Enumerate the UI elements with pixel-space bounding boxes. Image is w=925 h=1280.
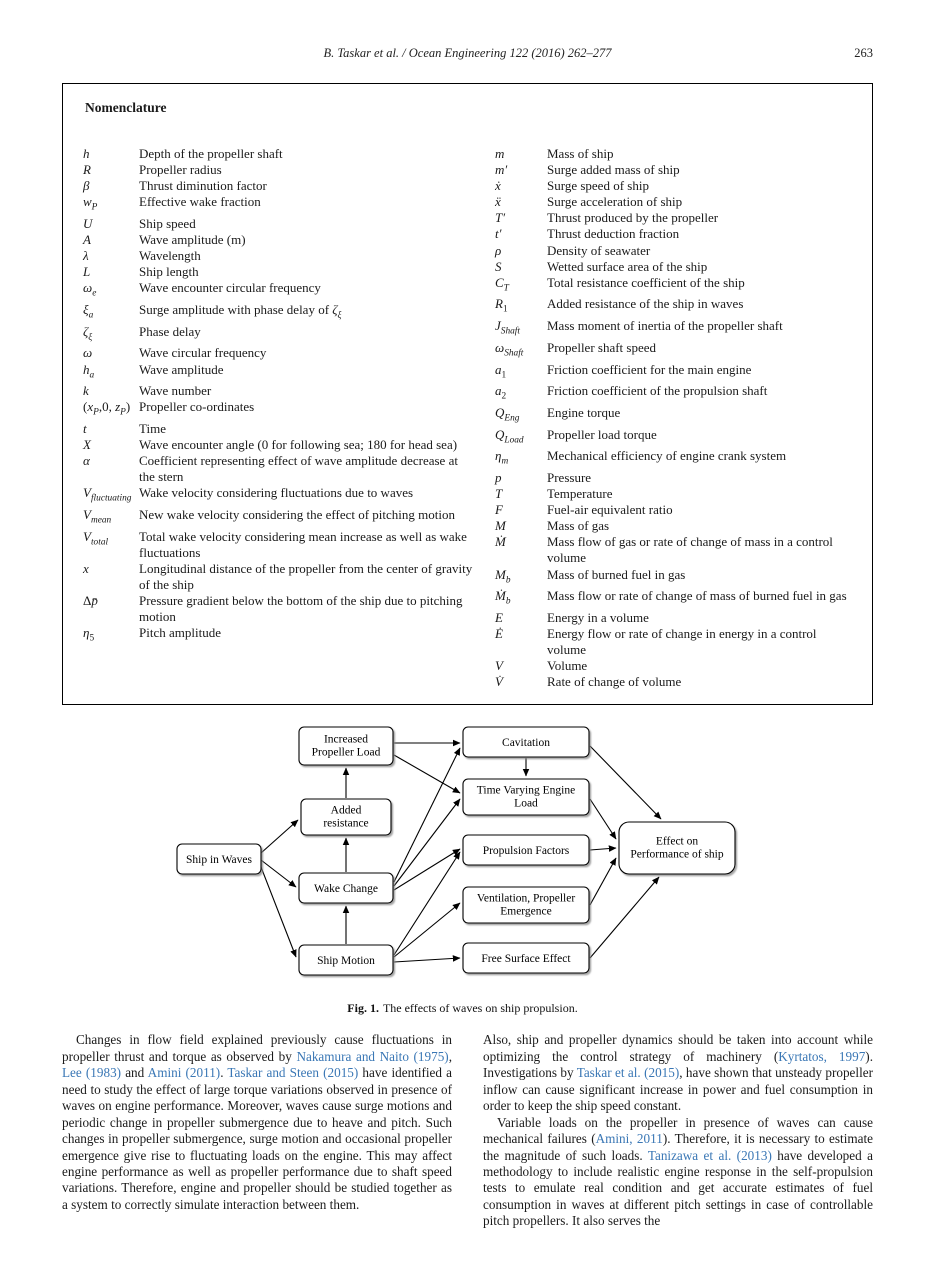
definition: Coefficient representing effect of wave amplitude decrease at the stern [139,453,458,485]
definition: Thrust produced by the propeller [547,210,719,226]
definition: New wake velocity considering the effect of pitching motion [139,507,455,523]
symbol: $C_T$ [495,274,509,294]
symbol: $M_b$ [495,566,511,586]
definition: Temperature [547,486,613,502]
nomenclature-column-left [83,146,475,690]
symbol: Ṁ [495,534,506,550]
symbol: F [495,502,503,518]
nomenclature-entry [83,280,475,302]
definition: Rate of change of volume [547,674,682,690]
citation-link[interactable]: Taskar et al. (2015) [576,1065,680,1081]
nomenclature-box [62,83,873,705]
symbol: T′ [495,210,506,226]
definition: Total wake velocity considering mean increase as well as wake fluctuations [139,528,467,560]
body-text-run: and [121,1065,148,1081]
nomenclature-entry [83,561,475,593]
citation-link[interactable]: Lee (1983) [62,1065,122,1081]
nomenclature-entry [495,470,852,486]
nomenclature-entry [83,232,475,248]
nomenclature-entry [495,567,852,589]
symbol: T [495,486,503,502]
label-ship-in-waves: Ship in Waves [185,854,252,867]
symbol: x [83,560,89,576]
label-ventilation-propeller-emergence: Ventilation, Propeller Emergence [476,892,575,918]
definition: Surge speed of ship [547,178,649,194]
definition: Mass of gas [547,518,610,534]
symbol: S [495,258,502,274]
nomenclature-entry [495,534,852,566]
symbol: $a_1$ [495,361,507,381]
figure-1-caption [0,1001,925,1016]
symbol: k [83,383,89,399]
symbol: $\omega_e$ [83,280,97,299]
definition: Wetted surface area of the ship [547,258,708,274]
definition: Volume [547,658,588,674]
definition: Longitudinal distance of the propeller from the center of gravity of the ship [139,560,473,592]
label-increased-propeller-load: Increased Propeller Load [311,733,380,759]
nomenclature-entry [83,146,475,162]
symbol: Δp̄ [83,593,98,609]
definition: Energy in a volume [547,609,649,625]
citation-link[interactable]: Amini (2011) [147,1065,221,1081]
definition: Added resistance of the ship in waves [547,296,744,312]
citation-link[interactable]: Nakamura and Naito (1975) [296,1048,449,1064]
figure-caption-label: Fig. 1. [347,1001,379,1016]
symbol: m [495,146,505,161]
symbol: $a_2$ [495,383,507,402]
nomenclature-entry [495,610,852,626]
symbol: p [495,469,502,485]
symbol: $R_1$ [495,296,508,316]
symbol: Ė [495,625,503,641]
nomenclature-entry [83,625,475,647]
nomenclature-entry [495,162,852,178]
symbol: E [495,609,503,625]
nomenclature-entry [495,658,852,674]
nomenclature-entry [83,162,475,178]
symbol: $\eta_5$ [83,625,95,644]
nomenclature-entry [495,427,852,449]
diagram-arrows [261,743,661,962]
body-text-run: ). Therefore, it is necessary to estimate the magnitude of such loads. [483,1131,873,1163]
symbol: α [83,453,90,469]
nomenclature-columns [83,146,852,690]
definition: Wave encounter circular frequency [139,280,321,296]
nomenclature-entry [495,243,852,259]
symbol: $Q_{Load}$ [495,426,524,446]
symbol: $\eta_m$ [495,448,509,467]
symbol: m′ [495,162,508,178]
definition: Thrust deduction fraction [547,226,680,242]
symbol: A [83,232,91,248]
nomenclature-entry [83,324,475,346]
body-text-run: Also, ship and propeller dynamics should be taken into account while optimizing the control strategy of machinery ( [483,1032,873,1064]
citation-link[interactable]: Kyrtatos, 1997 [778,1048,866,1064]
citation-link[interactable]: Taskar and Steen (2015) [227,1065,359,1081]
symbol: h [83,146,90,161]
nomenclature-entry [495,362,852,384]
symbol: M [495,518,506,534]
nomenclature-entry [83,529,475,561]
paragraph [483,1032,873,1114]
running-title: B. Taskar et al. / Ocean Engineering 122 (2016) 262–277 [323,46,612,60]
label-ship-motion: Ship Motion [316,955,375,968]
symbol: t′ [495,226,502,242]
definition: Pressure [547,469,592,485]
nomenclature-entry [83,485,475,507]
label-cavitation: Cavitation [501,737,550,750]
nomenclature-entry [495,318,852,340]
citation-link[interactable]: Tanizawa et al. (2013) [647,1147,772,1163]
definition: Propeller load torque [547,426,657,442]
definition: Mass flow of gas or rate of change of mass in a control volume [547,534,833,566]
figure-1 [0,719,925,1016]
definition: Friction coefficient for the main engine [547,361,752,377]
definition: Time [139,420,166,436]
body-text-run: have developed a methodology to include realistic engine response in the self-propulsion tests to emulate real condition and get accurate estimates of fuel consumption in waves at different pitch settings in case of controllable pitch propellers. It also serves the [483,1147,873,1229]
diagram-labels [186,734,724,968]
label-added-resistance: Added resistance [322,804,369,830]
symbol: ẍ [495,194,501,210]
symbol: ($x_P,0$, $z_P$) [83,399,131,418]
definition: Density of seawater [547,242,651,258]
definition: Ship speed [139,215,196,231]
symbol: $\zeta_\xi$ [83,323,93,343]
nomenclature-entry [83,345,475,361]
label-time-varying-engine-load: Time Varying Engine Load [476,784,575,810]
nomenclature-entry [495,178,852,194]
definition: Depth of the propeller shaft [139,146,283,161]
page-number: 263 [854,46,873,60]
running-head [62,46,873,61]
definition: Phase delay [139,323,201,339]
nomenclature-entry [495,448,852,470]
nomenclature-entry [83,593,475,625]
nomenclature-title: Nomenclature [85,100,167,115]
definition: Surge amplitude with phase delay of $\zeta_\xi$ [139,302,342,321]
nomenclature-entry [495,226,852,242]
nomenclature-entry [495,405,852,427]
symbol: V [495,658,503,674]
nomenclature-entry [495,210,852,226]
nomenclature-entry [495,588,852,610]
definition: Wavelength [139,248,201,264]
body-text [62,1032,873,1229]
nomenclature-entry [495,340,852,362]
nomenclature-entry [83,264,475,280]
definition: Energy flow or rate of change in energy in a control volume [547,625,817,658]
definition: Engine torque [547,404,621,420]
label-wake-change: Wake Change [313,883,378,896]
nomenclature-entry [495,146,852,162]
nomenclature-entry [83,194,475,216]
paragraph [483,1115,873,1230]
definition: Fuel-air equivalent ratio [547,502,673,518]
symbol: U [83,215,93,231]
figure-caption-text: The effects of waves on ship propulsion. [382,1001,578,1016]
nomenclature-entry [83,216,475,232]
definition: Mechanical efficiency of engine crank system [547,448,787,464]
definition: Ship length [139,264,199,280]
symbol: $J_{Shaft}$ [495,318,520,337]
nomenclature-entry [83,453,475,485]
label-free-surface-effect: Free Surface Effect [480,953,571,966]
symbol: $w_P$ [83,194,98,213]
body-column-left [62,1032,452,1229]
definition: Wave amplitude [139,361,224,377]
nomenclature-entry [495,194,852,210]
nomenclature-entry [83,507,475,529]
body-text-run: . [220,1065,228,1081]
definition: Total resistance coefficient of the ship [547,274,745,290]
nomenclature-entry [83,362,475,384]
nomenclature-entry [495,518,852,534]
nomenclature-entry [83,399,475,421]
definition: Mass flow or rate of change of mass of burned fuel in gas [547,588,847,604]
body-text-run: have identified a need to study the effect of large torque variations observed in presence of waves on engine performance. Moreover, waves cause surge motions and periodic change in propeller submergence due to heave and pitch. Such changes in propeller submergence, surge motion and occasional propeller emergence give rise to fluctuating loads on the engine. This may affect engine performance as well as propeller performance due to shaft speed variations. Therefore, engine and propeller should be studied together as a system to correctly simulate interaction between them. [62,1065,452,1212]
definition: Surge added mass of ship [547,162,680,178]
symbol: R [83,162,91,178]
nomenclature-entry [495,275,852,297]
definition: Thrust diminution factor [139,178,267,194]
definition: Friction coefficient of the propulsion shaft [547,383,768,399]
symbol: ẋ [495,178,501,194]
nomenclature-entry [83,421,475,437]
nomenclature-entry [495,259,852,275]
definition: Pitch amplitude [139,625,221,641]
body-text-run: ). Investigations by [483,1048,873,1081]
definition: Wave circular frequency [139,345,267,361]
symbol: λ [83,248,89,264]
definition: Pressure gradient below the bottom of the ship due to pitching motion [139,593,463,625]
symbol: Ṁ$_b$ [495,588,511,607]
symbol: X [83,437,91,453]
label-propulsion-factors: Propulsion Factors [482,845,569,858]
symbol: $\xi_a$ [83,302,94,321]
waves-effects-diagram [173,719,753,989]
definition: Propeller radius [139,162,222,178]
body-text-run: , [448,1048,452,1064]
symbol: t [83,420,87,436]
symbol: $\omega_{Shaft}$ [495,339,524,359]
definition: Wake velocity considering fluctuations due to waves [139,485,414,501]
symbol: $h_a$ [83,361,95,381]
definition: Mass moment of inertia of the propeller shaft [547,318,783,334]
symbol: V̇ [495,674,503,690]
nomenclature-entry [495,296,852,318]
nomenclature-entry [495,486,852,502]
body-column-right [483,1032,873,1229]
body-text-run: Changes in flow field explained previously cause fluctuations in propeller thrust and torque as observed by [62,1032,452,1064]
definition: Wave amplitude (m) [139,232,246,248]
symbol: L [83,264,91,280]
symbol: ω [83,345,93,361]
definition: Propeller shaft speed [547,339,657,355]
symbol: $Q_{Eng}$ [495,404,520,424]
nomenclature-entry [495,383,852,405]
definition: Wave encounter angle (0 for following sea; 180 for head sea) [139,437,458,453]
definition: Surge acceleration of ship [547,194,683,210]
definition: Mass of ship [547,146,614,161]
paragraph [62,1032,452,1213]
definition: Propeller co-ordinates [139,399,255,415]
citation-link[interactable]: Amini, 2011 [595,1131,663,1147]
symbol: ρ [495,242,502,258]
nomenclature-column-right [495,146,852,690]
nomenclature-entry [495,626,852,658]
nomenclature-entry [83,383,475,399]
symbol: $V_{fluctuating}$ [83,485,132,504]
body-text-run: , have shown that unsteady propeller inflow can cause significant increase in power and fuel consumption in order to keep the ship speed constant. [483,1065,873,1114]
definition: Wave number [139,383,212,399]
label-effect-on-performance: Effect on Performance of ship [629,835,724,861]
nomenclature-entry [83,248,475,264]
symbol: β [83,178,90,194]
nomenclature-entry [83,302,475,324]
body-text-run: Variable loads on the propeller in presence of waves can cause mechanical failures ( [483,1114,873,1147]
definition: Effective wake fraction [139,194,261,210]
nomenclature-entry [83,178,475,194]
symbol: $V_{total}$ [83,528,109,548]
nomenclature-entry [83,437,475,453]
nomenclature-entry [495,502,852,518]
definition: Mass of burned fuel in gas [547,566,686,582]
symbol: $V_{mean}$ [83,507,112,526]
nomenclature-entry [495,674,852,690]
